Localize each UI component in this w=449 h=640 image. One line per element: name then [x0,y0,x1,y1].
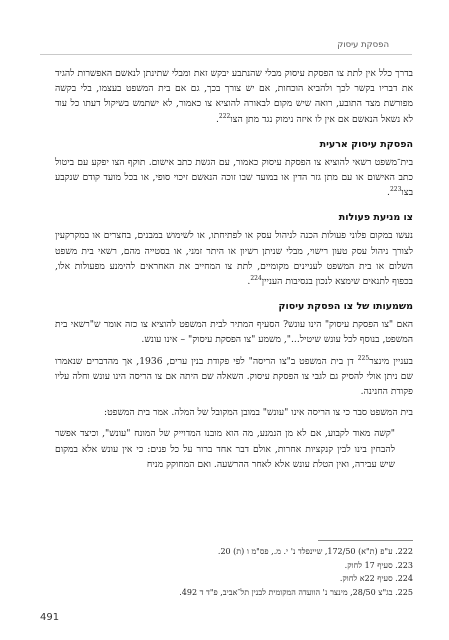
paragraph-5: בעניין מינצר$^{225}$ דן בית המשפט ב"צו הריסה" לפי פקודת בנין ערים, 1936, אך מהדברים שנאמרו שם ניתן אולי להסיק גם לגבי צו הפסקת עיסוק. השאלה שם היתה אם צו הריסה הינו עונש וחלה עליו פקודת החנינה. [55,354,413,398]
section-heading-prevention: צו מניעת פעולות [338,212,413,224]
main-text [55,66,413,478]
section-heading-meaning: משמעותו של צו הפסקת עיסוק [278,301,413,313]
footnote: 224. סעיף 22א לחוק. [339,574,413,583]
header-rule [40,54,412,55]
section-heading-temporary: הפסקת עיסוק ארעית [319,138,413,150]
footnote-ref: 225 [357,354,370,362]
paragraph-6: בית המשפט סבר כי צו הריסה אינו "עונש" במובן המקובל של המלה. אמר בית המשפט: [104,407,413,419]
footnote: 223. סעיף 17 לחוק. [344,560,413,570]
footnote: 225. בג"צ 28/50, מינצר נ' הוועדה המקומית לבנין תל־אביב, פ"ד ד 492. [179,587,413,597]
paragraph-3: נעשו במקום פלוני פעולות הכנה לניהול עסק או לפתיחתו, או לשימוש במבנים, בחצרים או במקרקעין לצורך ניהול עסק טעון רישוי, מבלי שניתן רשיון או היתר זמני, או בסטייה מהם, רשאי בית משפט השלום או בית המשפט לעניינים מקומיים, לתת צו המחייב את האחראים להימנע מפעולות אלו, בכפוף לתנאים שימצא לנכון בנסיבות העניין$^{224}$. [55,230,413,288]
footnote-ref: 224 [250,274,262,282]
footnote: 222. ע"פ (ת"א) 172/50, שיינפלד נ' י. מ., פס"מ ו (ת) 20. [217,547,413,556]
footnote-rule [318,540,413,541]
footnote-ref: 223 [389,186,402,194]
paragraph-4: האם "צו הפסקת עיסוק" הינו עונש? הסעיף המתיר לבית המשפט להוציא צו כזה אומר ש"רשאי בית המשפט, בנוסף לכל עונש שיטיל...", משמע "צו הפסקת עיסוק" – אינו עונש. [55,319,413,346]
running-head: הפסקת עיסוק [337,40,389,50]
paragraph-2: בית־משפט רשאי להוציא צו הפסקת עיסוק כאמור, עם הגשת כתב אישום. תוקף הצו יפקע עם ביטול כתב האישום או עם מתן גזר הדין או במועד שבו זוכה הנאשם זיכוי סופי, או בכל מועד קודם שנקבע בצו$^{223}$. [55,156,413,199]
block-quote: "קשה מאוד לקבוע, אם לא מן הנמנע, מה הוא מובנו המדוייק של המונח "עונש", וכיצד אפשר להבחין בינו לבין קנקציות אחרות, אולם דבר אחד ברור על כל פנים: כי אין עונש אלא במקום שיש עבירה, ואין הטלת עונש אלא לאחר ההרשעה. ואם המחוקק מניח [55,428,395,470]
paragraph-1: בדרך כלל אין לתת צו הפסקת עיסוק מבלי שהנתבע יבקש זאת ומבלי שתינתן לנאשם האפשרות להגיד את דבריו בקשר לכך ולהביא הוכחות, אם יש צורך בכך, גם אם בית המשפט בעצמו, בלי בקשה מפורשת מצד התובע, רואה שיש מקום לבאורה להוציא צו כאמור, לא ישתמש בשיקול דעתו כל עוד לא נשאל הנאשם אם אין לו איזה נימוק נגד מתן הצו$^{222}$. [55,68,413,125]
footnote-ref: 222 [218,112,231,120]
page-number: 491 [40,612,60,623]
footnotes [55,540,413,599]
